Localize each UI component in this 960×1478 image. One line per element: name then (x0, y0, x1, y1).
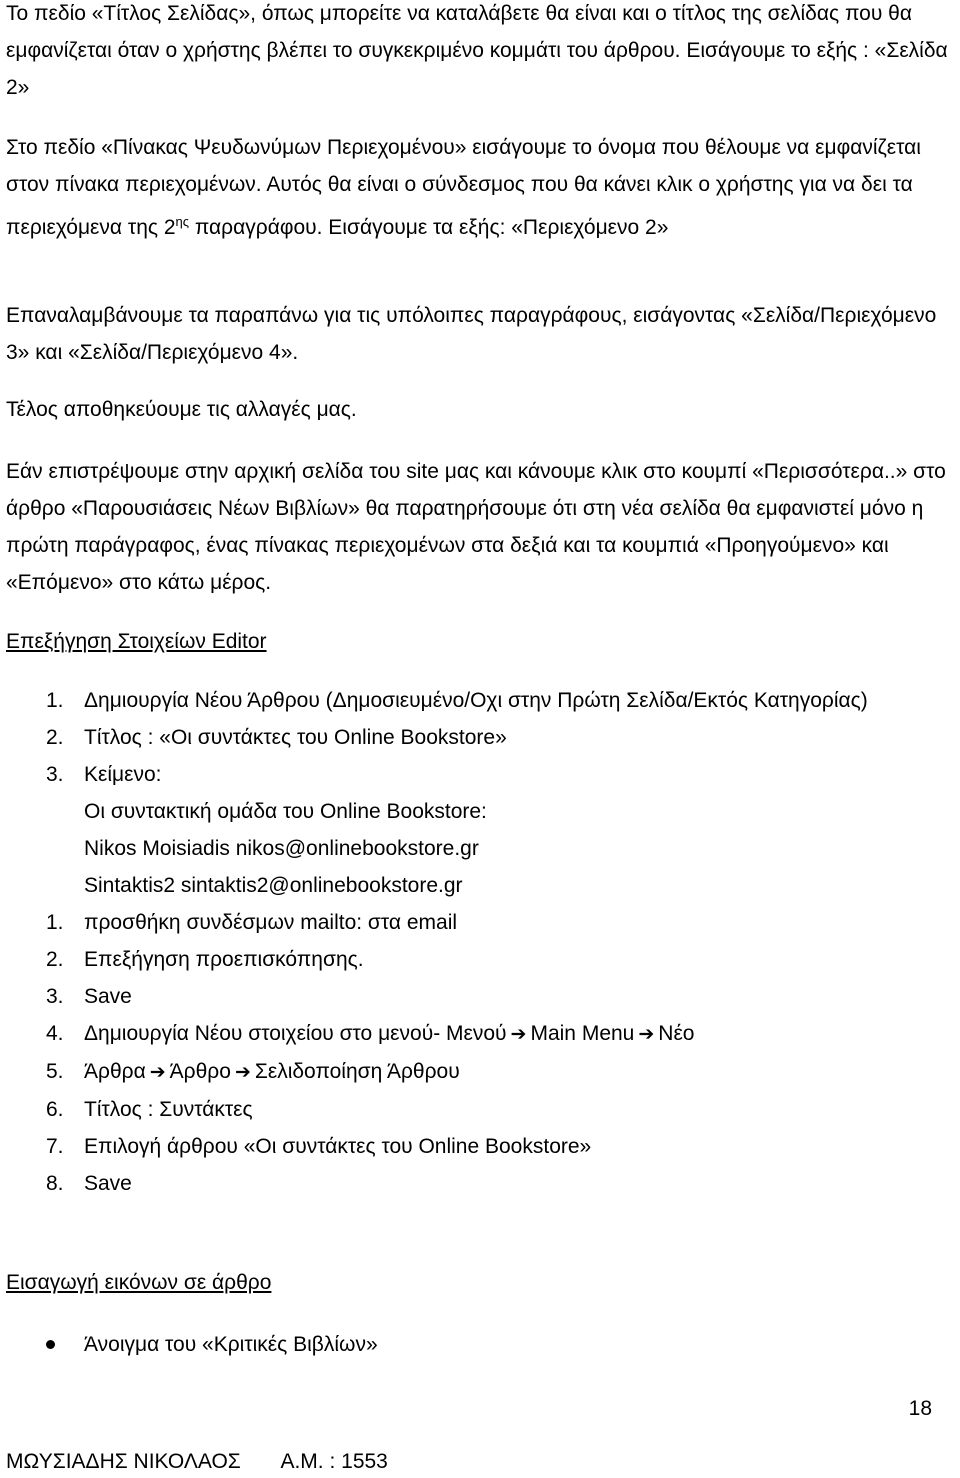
list-item (6, 904, 868, 941)
list-item-text: Σελιδοποίηση Άρθρου (254, 1060, 460, 1083)
paragraph-page-title-field: Το πεδίο «Τίτλος Σελίδας», όπως μπορείτε να καταλάβετε θα είναι και ο τίτλος της σελίδας που θα εμφανίζεται όταν ο χρήστης βλέπει το συγκεκριμένο κομμάτι του άρθρου. Εισάγουμε το εξής : «Σελίδα 2» (6, 2, 948, 99)
footer-author: ΜΩΥΣΙΑΔΗΣ ΝΙΚΟΛΑΟΣ (6, 1450, 241, 1473)
list-item-text: Κείμενο: (84, 763, 162, 786)
list-item (6, 1015, 868, 1053)
list-item (6, 1128, 868, 1165)
list-item (6, 978, 868, 1015)
list-number: 5. (46, 1060, 64, 1083)
footer-registration-number: Α.Μ. : 1553 (280, 1450, 388, 1473)
list-item (6, 941, 868, 978)
list-item-text: Νέο (658, 1022, 695, 1045)
list-item-text: Δημιουργία Νέου Άρθρου (Δημοσιευμένο/Οχι στην Πρώτη Σελίδα/Εκτός Κατηγορίας) (84, 689, 868, 712)
list-item (6, 1091, 868, 1128)
right-arrow-icon: ➔ (234, 1062, 251, 1083)
list-number: 2. (46, 726, 64, 749)
section-heading-images: Εισαγωγή εικόνων σε άρθρο (6, 1271, 272, 1294)
list-item-text: Επεξήγηση προεπισκόπησης. (84, 948, 364, 971)
list-number: 7. (46, 1135, 64, 1158)
list-item (6, 682, 868, 719)
list-item (6, 1326, 378, 1363)
page-number: 18 (908, 1397, 932, 1420)
list-number: 8. (46, 1172, 64, 1195)
paragraph-toc-alias-field (6, 129, 954, 246)
paragraph-text: Στο πεδίο «Πίνακας Ψευδωνύμων Περιεχομένου» εισάγουμε το όνομα που θέλουμε να εμφανίζεται στον πίνακα περιεχομένων. Αυτός θα είναι ο σύνδεσμος που θα κάνει κλικ ο χρήστης για να δει τα περιεχόμενα της 2 (6, 136, 921, 239)
paragraph-save-changes: Τέλος αποθηκεύουμε τις αλλαγές μας. (6, 398, 357, 421)
right-arrow-icon: ➔ (510, 1024, 527, 1045)
list-item-text: Τίτλος : Συντάκτες (84, 1098, 253, 1121)
right-arrow-icon: ➔ (149, 1062, 166, 1083)
list-number: 2. (46, 948, 64, 971)
list-number: 1. (46, 689, 64, 712)
bullet-dot-icon (46, 1340, 55, 1349)
list-number: 3. (46, 985, 64, 1008)
section-heading-editor: Επεξήγηση Στοιχείων Editor (6, 630, 267, 653)
list-item-text: Άρθρο (169, 1060, 231, 1083)
list-item-text: Επιλογή άρθρου «Οι συντάκτες του Online Bookstore» (84, 1135, 592, 1158)
list-item (6, 756, 868, 904)
list-number: 4. (46, 1022, 64, 1045)
list-item-text: Άνοιγμα του «Κριτικές Βιβλίων» (84, 1333, 378, 1356)
paragraph-return-homepage: Εάν επιστρέψουμε στην αρχική σελίδα του site μας και κάνουμε κλικ στο κουμπί «Περισσότερα..» στο άρθρο «Παρουσιάσεις Νέων Βιβλίων» θα παρατηρήσουμε ότι στη νέα σελίδα θα εμφανιστεί μόνο η πρώτη παράγραφος, ένας πίνακας περιεχομένων στα δεξιά και τα κουμπιά «Προηγούμενο» και «Επόμενο» στο κάτω μέρος. (6, 460, 946, 594)
list-number: 6. (46, 1098, 64, 1121)
list-item-text: Δημιουργία Νέου στοιχείου στο μενού- Μενού (84, 1022, 507, 1045)
list-item (6, 1053, 868, 1091)
text-content-line: Οι συντακτική ομάδα του Online Bookstore: (84, 800, 487, 823)
text-content-line: Nikos Moisiadis nikos@onlinebookstore.gr (84, 837, 479, 860)
list-item-text: Save (84, 985, 132, 1008)
paragraph-repeat-steps: Επαναλαμβάνουμε τα παραπάνω για τις υπόλοιπες παραγράφους, εισάγοντας «Σελίδα/Περιεχόμενο 3» και «Σελίδα/Περιεχόμενο 4». (6, 304, 937, 364)
text-content-line: Sintaktis2 sintaktis2@onlinebookstore.gr (84, 874, 463, 897)
list-item (6, 1165, 868, 1202)
right-arrow-icon: ➔ (638, 1024, 655, 1045)
list-item-text: Άρθρα (84, 1060, 146, 1083)
list-item-text: προσθήκη συνδέσμων mailto: στα email (84, 911, 458, 934)
paragraph-text: παραγράφου. Εισάγουμε τα εξής: «Περιεχόμενο 2» (189, 216, 669, 239)
list-item-text: Save (84, 1172, 132, 1195)
list-item-text: Τίτλος : «Οι συντάκτες του Online Bookstore» (84, 726, 507, 749)
list-item-text: Main Menu (530, 1022, 635, 1045)
list-number: 1. (46, 911, 64, 934)
ordinal-superscript: ης (175, 214, 190, 229)
list-number: 3. (46, 763, 64, 786)
page-footer (6, 1450, 388, 1474)
editor-steps-list (6, 682, 868, 1202)
list-item (6, 719, 868, 756)
images-steps-list (6, 1326, 378, 1363)
